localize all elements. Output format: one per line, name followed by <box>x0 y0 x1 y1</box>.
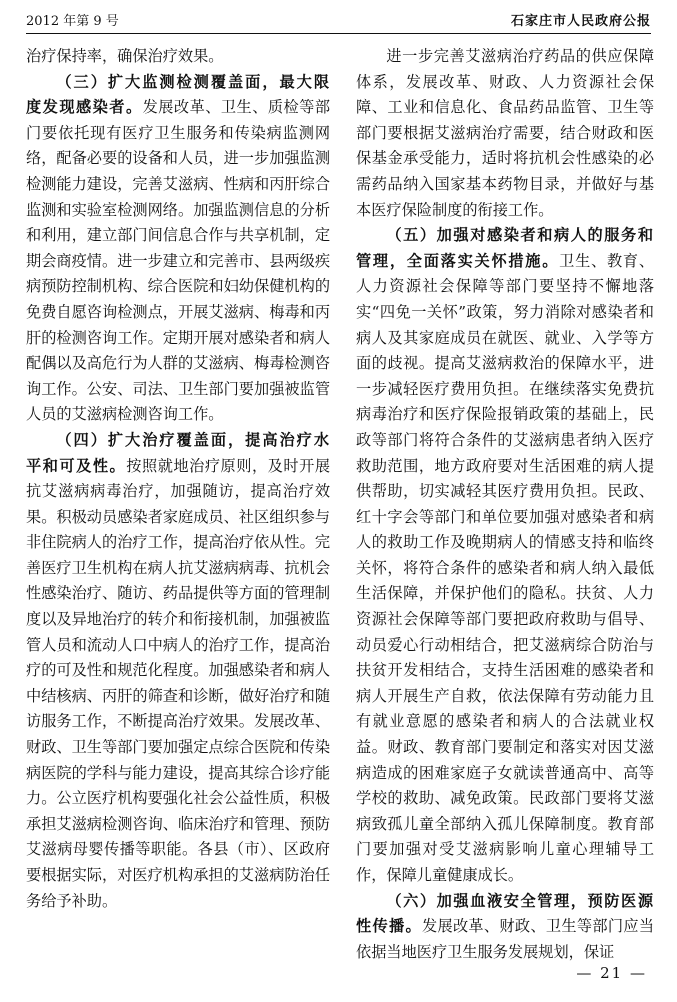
paragraph-section-5 <box>356 223 654 888</box>
paragraph-drug-supply: 进一步完善艾滋病治疗药品的供应保障体系，发展改革、财政、人力资源社会保障、工业和信息化、食品药品监管、卫生等部门要根据艾滋病治疗需要，结合财政和医保基金承受能力，适时将抗机会性感染的必需药品纳入国家基本药物目录，并做好与基本医疗保险制度的衔接工作。 <box>356 47 654 219</box>
section-body: 发展改革、卫生、质检等部门要依托现有医疗卫生服务和传染病监测网络，配备必要的设备和人员，进一步加强监测检测能力建设，完善艾滋病、性病和丙肝综合监测和实验室检测网络。加强监测信息的分析和利用，建立部门间信息合作与共享机制，定期会商疫情。进一步建立和完善市、县两级疾病预防控制机构、综合医院和妇幼保健机构的免费自愿咨询检测点，开展艾滋病、梅毒和丙肝的检测咨询工作。定期开展对感染者和病人配偶以及高危行为人群的艾滋病、梅毒检测咨询工作。公安、司法、卫生部门要加强被监管人员的艾滋病检测咨询工作。 <box>26 98 330 424</box>
section-body: 发展改革、财政、卫生等部门应当依据当地医疗卫生服务发展规划，保证 <box>356 917 655 961</box>
section-heading: （六）加强血液安全管理，预防医源性传播。 <box>356 891 654 936</box>
section-heading: （四）扩大治疗覆盖面，提高治疗水平和可及性。 <box>26 430 330 475</box>
header-rule <box>26 33 651 34</box>
left-column <box>26 44 330 914</box>
issue-label: 2012 年第 9 号 <box>26 14 119 29</box>
page-number: — 21 — <box>576 964 647 982</box>
right-column <box>356 44 654 965</box>
paragraph-continuation: 治疗保持率，确保治疗效果。 <box>26 47 224 65</box>
paragraph-section-4 <box>26 428 330 914</box>
section-body: 按照就地治疗原则，及时开展抗艾滋病病毒治疗，加强随访，提高治疗效果。积极动员感染者家庭成员、社区组织参与非住院病人的治疗工作，提高治疗依从性。完善医疗卫生机构在病人抗艾滋病病毒、抗机会性感染治疗、随访、药品提供等方面的管理制度以及异地治疗的转介和衔接机制，加强被监管人员和流动人口中病人的治疗工作，提高治疗的可及性和规范化程度。加强感染者和病人中结核病、丙肝的筛查和诊断，做好治疗和随访服务工作，不断提高治疗效果。发展改革、财政、卫生等部门要加强定点综合医院和传染病医院的学科与能力建设，提高其综合诊疗能力。公立医疗机构要强化社会公益性质，积极承担艾滋病检测咨询、临床治疗和管理、预防艾滋病母婴传播等职能。各县（市）、区政府要根据实际，对医疗机构承担的艾滋病防治任务给予补助。 <box>26 456 331 910</box>
section-body: 卫生、教育、人力资源社会保障等部门要坚持不懈地落实“四免一关怀”政策，努力消除对感染者和病人及其家庭成员在就医、就业、入学等方面的歧视。提高艾滋病救治的保障水平，进一步减轻医疗费用负担。在继续落实免费抗病毒治疗和医疗保险报销政策的基础上，民政等部门将符合条件的艾滋病患者纳入医疗救助范围，地方政府要对生活困难的病人提供帮助，切实减轻其医疗费用负担。民政、红十字会等部门和单位要加强对感染者和病人的救助工作及晚期病人的情感支持和临终关怀，将符合条件的感染者和病人纳入最低生活保障，并保护他们的隐私。扶贫、人力资源社会保障等部门要把政府救助与倡导、动员爱心行动相结合，把艾滋病综合防治与扶贫开发相结合，支持生活困难的感染者和病人开展生产自救，依法保障有劳动能力且有就业意愿的感染者和病人的合法就业权益。财政、教育部门要制定和落实对因艾滋病造成的困难家庭子女就读普通高中、高等学校的救助、减免政策。民政部门要将艾滋病致孤儿童全部纳入孤儿保障制度。教育部门要加强对受艾滋病影响儿童心理辅导工作，保障儿童健康成长。 <box>356 251 655 884</box>
page-header <box>26 10 651 30</box>
journal-title: 石家庄市人民政府公报 <box>510 14 651 29</box>
section-heading: （三）扩大监测检测覆盖面，最大限度发现感染者。 <box>26 72 330 117</box>
section-heading: （五）加强对感染者和病人的服务和管理，全面落实关怀措施。 <box>356 226 654 270</box>
paragraph-section-3 <box>26 70 330 428</box>
paragraph-section-6 <box>356 889 654 966</box>
